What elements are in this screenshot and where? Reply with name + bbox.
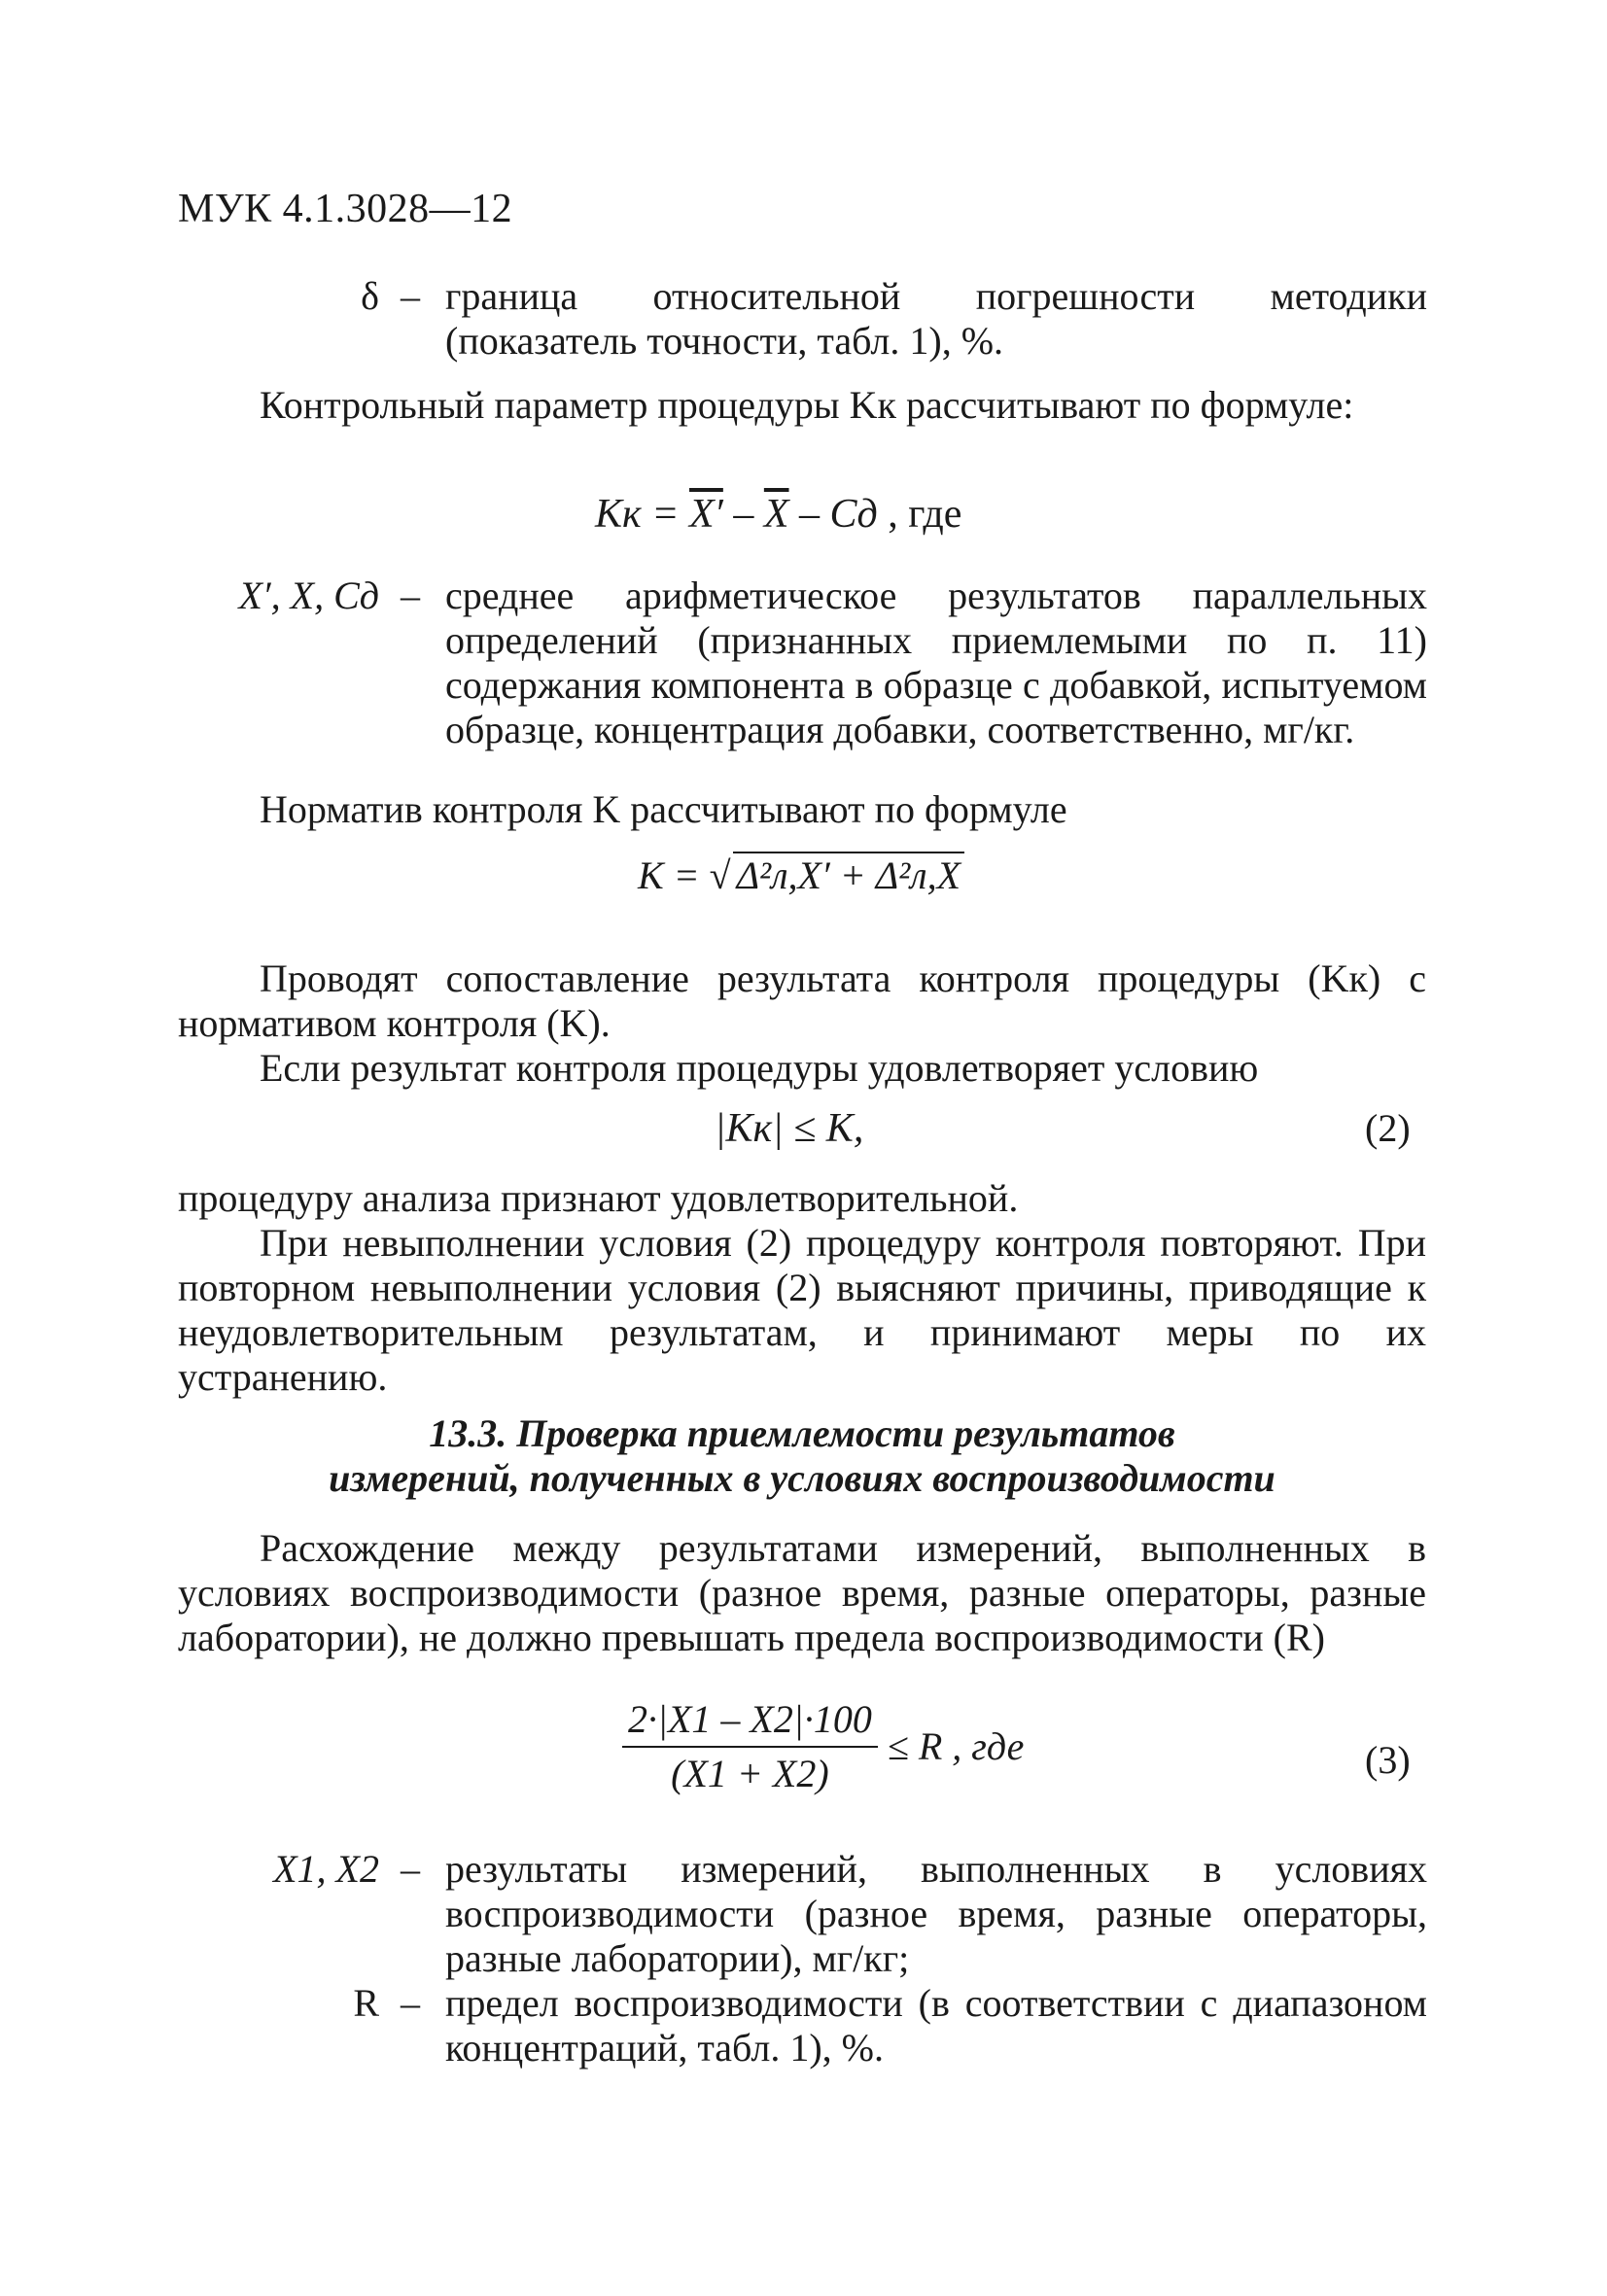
formula-kk-xprime: X′ [689, 492, 723, 537]
definition-symbol: X′, X, Cд [238, 574, 379, 617]
definition-dash: – [401, 274, 420, 318]
formula-k-lhs: K = [638, 853, 710, 897]
equation-number-2: (2) [1365, 1106, 1411, 1150]
section-heading-13-3 [178, 1411, 1426, 1501]
section-heading-line: 13.3. Проверка приемлемости результатов [429, 1411, 1175, 1455]
section-heading-line: измерений, полученных в условиях воспроизводимости [329, 1456, 1275, 1500]
formula-kk-minus: – [722, 492, 764, 537]
sqrt-sign: √ [709, 853, 731, 897]
page-header: МУК 4.1.3028—12 [178, 187, 513, 231]
definition-text: граница относительной погрешности методики (показатель точности, табл. 1), %. [445, 274, 1427, 363]
paragraph-satisfactory: процедуру анализа признают удовлетворительной. [178, 1176, 1019, 1220]
definition-symbol: δ [361, 274, 379, 318]
paragraph-compare: Проводят сопоставление результата контроля процедуры (Kк) с нормативом контроля (K). [178, 957, 1426, 1045]
formula-3-numerator: 2·|X1 – X2|·100 [622, 1697, 878, 1748]
definition-text: предел воспроизводимости (в соответствии с диапазоном концентраций, табл. 1), %. [445, 1981, 1427, 2070]
formula-k [638, 852, 964, 898]
definition-symbol: X1, X2 [273, 1847, 379, 1891]
paragraph-repeat: При невыполнении условия (2) процедуру контроля повторяют. При повторном невыполнении условия (2) выясняют причины, приводящие к неудовлетворительным результатам, и принимают меры по их устранению. [178, 1221, 1426, 1399]
formula-3-fraction [622, 1697, 878, 1796]
formula-kk-tail: , где [877, 492, 962, 537]
definition-dash: – [401, 1981, 420, 2025]
formula-3-denominator: (X1 + X2) [671, 1752, 829, 1795]
equation-number-3: (3) [1365, 1738, 1411, 1782]
paragraph-kk-intro: Контрольный параметр процедуры Kк рассчитывают по формуле: [260, 383, 1354, 427]
definition-dash: – [401, 574, 420, 617]
definition-symbol: R [353, 1981, 379, 2025]
formula-3-rhs: ≤ R , где [877, 1724, 1025, 1768]
formula-2: |Kк| ≤ K, [715, 1106, 864, 1151]
formula-kk-lhs: Kк = [595, 492, 690, 537]
formula-3 [622, 1697, 1024, 1796]
definition-text: среднее арифметическое результатов параллельных определений (признанных приемлемыми по п. 11) содержания компонента в образце с добавкой, испытуемом образце, концентрация добавки, соответственно, мг/кг. [445, 574, 1427, 751]
definition-dash: – [401, 1847, 420, 1891]
definition-text: результаты измерений, выполненных в условиях воспроизводимости (разное время, разные операторы, разные лаборатории), мг/кг; [445, 1847, 1427, 1980]
paragraph-norm: Норматив контроля K рассчитывают по формуле [260, 787, 1067, 831]
formula-kk [595, 492, 961, 537]
formula-kk-cd: – Cд [788, 492, 878, 537]
paragraph-condition: Если результат контроля процедуры удовлетворяет условию [260, 1046, 1259, 1090]
formula-k-radicand: Δ²л,X′ + Δ²л,X [733, 852, 964, 898]
formula-kk-x: $\overline{X}$ [763, 492, 789, 537]
paragraph-reproducibility: Расхождение между результатами измерений, выполненных в условиях воспроизводимости (разное время, разные операторы, разные лаборатории), не должно превышать предела воспроизводимости (R) [178, 1526, 1426, 1659]
